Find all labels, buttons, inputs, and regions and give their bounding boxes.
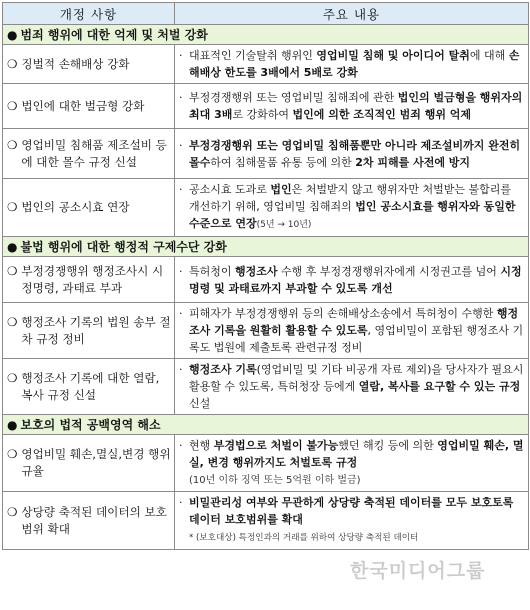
reform-item-cell: [3, 435, 175, 492]
circle-bullet-icon: ❍: [7, 504, 18, 519]
dot-bullet-icon: ·: [179, 307, 183, 320]
content-text: 부경법으로 처벌이 불가능: [213, 439, 339, 452]
content-text: 열람, 복사를 요구할 수 있는 규정: [358, 380, 521, 393]
footnote: * (보호대상) 특정인과의 거래를 위하여 상당량 축적된 데이터: [189, 533, 419, 543]
circle-bullet-icon: ❍: [7, 370, 18, 385]
section-row: [3, 25, 529, 45]
content-text: 로 강화하여: [232, 108, 293, 121]
dot-bullet-icon: ·: [179, 91, 183, 104]
content-text: 수행 후 부정경쟁행위자에게 시정권고를 넘어: [277, 264, 501, 278]
table-row: [3, 179, 529, 237]
reform-table: [2, 2, 529, 550]
reform-item-cell: [3, 45, 175, 84]
content-text: 법인에 의한 조직적인 범죄 행위 억제: [292, 108, 472, 121]
circle-bullet-icon: ❍: [7, 314, 18, 329]
watermark: 한국미디어그룹: [350, 560, 486, 582]
reform-item-cell: [3, 179, 175, 237]
circle-bullet-icon: ❍: [7, 200, 18, 214]
table-row: [3, 129, 529, 179]
reform-content-cell: [175, 179, 529, 237]
content-text: 비밀관리성 여부와 무관하게 상당량 축적된 데이터를 모두 보호토록 데이터 보호범위를 확대: [189, 496, 514, 526]
reform-content-cell: [175, 257, 529, 303]
circle-bullet-icon: ❍: [7, 98, 18, 113]
reform-content-cell: [175, 492, 529, 550]
circle-bullet-icon: ❍: [7, 56, 18, 71]
content-text: , 영업비밀이 포함된 행정조사 기록도 법원에 제출토록 관련규정 정비: [189, 324, 524, 354]
content-text: 행정조사: [235, 264, 278, 278]
circle-bullet-icon: ❍: [7, 263, 18, 278]
content-text: 행정조사 기록을 원활히 활용할 수 있도록: [189, 307, 519, 337]
content-text: 2차 피해를 사전에 방지: [355, 155, 471, 169]
table-header-row: [3, 3, 529, 25]
section-title: [3, 237, 529, 257]
content-text: 신설: [189, 397, 211, 410]
content-text: 부정경쟁행위 또는 영업비밀 침해죄에 관한: [189, 91, 398, 104]
content-text: 하기 위해, 영업비밀 침해죄의: [210, 200, 356, 213]
reform-item-label: 행정조사 기록의 법원 송부 절차 규정 정비: [21, 314, 171, 346]
section-row: [3, 415, 529, 435]
reform-item-label: 징벌적 손해배상 강화: [21, 56, 130, 71]
reform-item-cell: [3, 359, 175, 415]
header-col-reform: 개정 사항: [3, 3, 175, 25]
reform-content-cell: [175, 435, 529, 492]
section-title: [3, 415, 529, 435]
reform-item-label: 부정경쟁행위 행정조사시 시정명령, 과태료 부과: [21, 263, 164, 295]
circle-bullet-icon: ❍: [7, 447, 18, 461]
dot-bullet-icon: ·: [179, 264, 183, 278]
reform-item-cell: [3, 84, 175, 129]
table-row: [3, 45, 529, 84]
reform-item-cell: [3, 492, 175, 550]
table-row: [3, 257, 529, 303]
section-bullet-icon: ●: [7, 28, 18, 42]
section-row: [3, 237, 529, 257]
reform-item-cell: [3, 303, 175, 359]
reform-content-cell: [175, 303, 529, 359]
section-bullet-icon: ●: [7, 240, 18, 254]
reform-content-cell: [175, 359, 529, 415]
content-text: 피해자가 부정경쟁행위 등의 손해배상소송에서 특허청이 수행한: [189, 307, 497, 320]
content-text: 영업비밀 침해 및 아이디어 탈취: [316, 49, 470, 62]
reform-item-cell: [3, 129, 175, 179]
content-text: 에 대해: [469, 49, 509, 62]
circle-bullet-icon: ❍: [7, 137, 18, 152]
content-text: 시정명령 및 과태료까지 부과할 수 있도록 개선: [189, 264, 522, 295]
reform-item-label: 법인에 대한 벌금형 강화: [21, 98, 145, 113]
section-title-text: 범죄 행위에 대한 억제 및 처벌 강화: [20, 28, 208, 42]
content-text: 법인: [270, 183, 292, 196]
reform-item-cell: [3, 257, 175, 303]
table-row: [3, 435, 529, 492]
reform-content-cell: [175, 45, 529, 84]
dot-bullet-icon: ·: [179, 439, 183, 452]
content-text: 부정경쟁행위 또는 영업비밀 침해품뿐만 아니라 제조설비까지 완전히 몰수: [189, 138, 521, 169]
section-title-text: 불법 행위에 대한 행정적 구제수단 강화: [20, 240, 227, 254]
reform-item-label: 법인의 공소시효 연장: [21, 200, 130, 214]
reform-content-cell: [175, 129, 529, 179]
content-text: 은 처벌받지 않고 행위자만 처벌받는 불합리를 개선: [189, 183, 512, 213]
reform-item-label: 영업비밀 침해품 제조설비 등에 대한 몰수 규정 신설: [21, 137, 167, 169]
content-text: 했던 해킹 등에 의한: [338, 439, 438, 452]
header-col-contents: 주요 내용: [175, 3, 529, 25]
content-text: 특허청이: [189, 264, 236, 278]
section-title-text: 보호의 법적 공백영역 해소: [20, 418, 161, 432]
content-text: 영업비밀 훼손, 멸실, 변경 행위까지도 처벌토록 규정: [189, 439, 524, 469]
dot-bullet-icon: ·: [179, 183, 183, 196]
content-text: 행정조사 기록: [189, 363, 257, 376]
content-text: 공소시효 도과로: [189, 183, 271, 196]
content-text: 법인의 벌금형을 행위자의 최대 3배: [189, 91, 523, 121]
content-text: 하여 침해물품 유통 등에 의한: [210, 155, 356, 169]
content-text: 손해배상 한도를 3배에서 5배로 강화: [189, 49, 520, 79]
table-row: [3, 359, 529, 415]
content-text: (영업비밀 및 기타 비공개 자료 제외)을 당사자가 필요시 활용할 수 있도록, 특허청장 등에게: [189, 363, 524, 393]
content-text: 법인 공소시효를 행위자와 동일한 수준으로 연장: [189, 200, 516, 230]
reform-item-label: 행정조사 기록에 대한 열람, 복사 규정 신설: [21, 370, 160, 402]
reform-item-label: 상당량 축적된 데이터의 보호 범위 확대: [21, 504, 167, 536]
content-text: (5년 → 10년): [256, 220, 312, 230]
dot-bullet-icon: ·: [179, 363, 183, 376]
content-text: 대표적인 기술탈취 행위인: [189, 49, 317, 62]
table-row: [3, 84, 529, 129]
dot-bullet-icon: ·: [179, 49, 183, 62]
content-text: 현행: [189, 439, 214, 452]
section-bullet-icon: ●: [7, 418, 18, 432]
reform-item-label: 영업비밀 훼손,멸실,변경 행위 규율: [21, 447, 171, 478]
section-title: [3, 25, 529, 45]
penalty-note: (10년 이하 징역 또는 5억원 이하 벌금): [189, 475, 361, 486]
dot-bullet-icon: ·: [179, 138, 183, 152]
dot-bullet-icon: ·: [179, 496, 183, 509]
reform-content-cell: [175, 84, 529, 129]
table-row: [3, 492, 529, 550]
table-row: [3, 303, 529, 359]
